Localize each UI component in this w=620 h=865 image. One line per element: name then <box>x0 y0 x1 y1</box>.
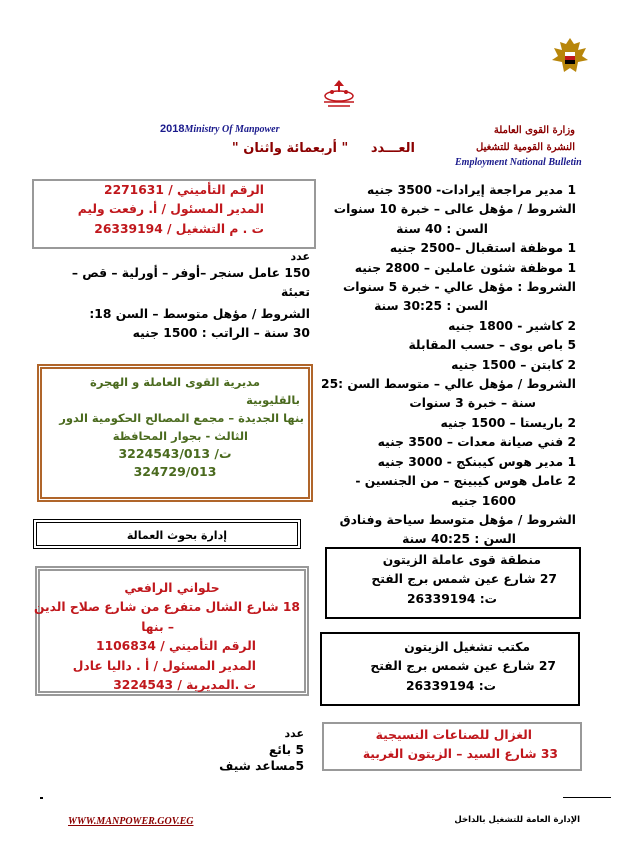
job-line: 2 عامل هوس كيبينج – من الجنسين - <box>355 474 576 489</box>
zeitoun-office-box <box>320 632 580 706</box>
jobs-2-line-2: 5مساعد شيف <box>219 759 304 773</box>
employer-2-manager: المدير المسئول / أ . داليا عادل <box>72 658 256 673</box>
zeitoun-region-title: منطقة قوى عاملة الزيتون <box>382 553 541 567</box>
bulletin-name-english: Employment National Bulletin <box>455 157 582 168</box>
issue-label: العـــدد <box>370 141 415 156</box>
job-line: 2 كابتن – 1500 جنيه <box>451 357 576 372</box>
jobs-list-1 <box>20 250 310 344</box>
directorate-box <box>37 364 313 502</box>
zeitoun-region-phone: ت: 26339194 <box>406 591 497 606</box>
jobs-2-line-1: 5 بائع <box>268 743 304 757</box>
textile-company-box <box>322 722 582 771</box>
jobs-2-count-label: عدد <box>284 727 304 740</box>
jobs-line-2: تعبئة <box>280 285 310 300</box>
zeitoun-region-box <box>325 547 581 619</box>
right-job-listing <box>306 181 576 550</box>
employer-2-name: حلواني الرافعي <box>124 581 220 595</box>
job-line: الشروط / مؤهل متوسط سياحة وفنادق <box>339 512 576 527</box>
employer-insurance: الرقم التأميني / 2271631 <box>104 183 264 197</box>
employer-phone: ت . م التشغيل / 26339194 <box>94 221 264 236</box>
ministry-logo-icon <box>318 78 360 110</box>
jobs-line-1: 150 عامل سنجر –أوفر – أورلية – قص – <box>71 266 310 280</box>
zeitoun-office-phone: ت: 26339194 <box>405 678 496 693</box>
jobs-line-4: 30 سنة – الراتب : 1500 جنيه <box>132 326 310 341</box>
job-line: 5 باص بوى – حسب المقابلة <box>408 338 576 353</box>
textile-company-address: 33 شارع السيد – الزيتون الغربية <box>362 747 558 762</box>
employer-2-phone: ت .المديرية / 3224543 <box>113 678 256 693</box>
job-line: الشروط : مؤهل عالي - خبرة 5 سنوات <box>342 280 576 295</box>
employer-2-insurance: الرقم التأميني / 1106834 <box>96 639 256 654</box>
job-line: 1 مدير مراجعة إيرادات- 3500 جنيه <box>367 183 576 197</box>
issue-number <box>232 141 415 156</box>
issue-value: " أربعمائة واثنان " <box>231 141 349 156</box>
ministry-name-english: Ministry Of Manpower <box>184 124 280 135</box>
footer-divider-right <box>563 797 611 798</box>
job-line: 2 فني صيانة معدات – 3500 جنيه <box>377 435 576 450</box>
year: 2018 <box>160 123 185 135</box>
jobs-list-2 <box>200 726 304 774</box>
job-line: سنة – خبرة 3 سنوات <box>409 396 536 411</box>
employer-manager: المدير المسئول / أ. رفعت وليم <box>77 202 264 217</box>
zeitoun-office-title: مكتب تشغيل الزيتون <box>404 640 530 654</box>
egypt-eagle-icon <box>548 34 592 78</box>
footer-department: الإدارة العامة للتشغيل بالداخل <box>454 815 580 825</box>
job-line: السن : 40:25 سنة <box>402 532 516 547</box>
employer-2-address-1: 18 شارع الشال متفرع من شارع صلاح الدين <box>33 600 300 615</box>
directorate-address-1: بنها الجديدة – مجمع المصالح الحكومية الدور <box>59 411 304 425</box>
textile-company-title: الغزال للصناعات النسيجية <box>375 728 532 742</box>
labor-research-box <box>33 519 301 549</box>
employer-2-address-2: – بنها <box>141 619 174 634</box>
job-line: 1600 جنيه <box>451 493 516 508</box>
employer-info-box <box>32 179 316 249</box>
job-line: 2 باريستا – 1500 جنيه <box>440 415 576 430</box>
directorate-phone-2: 324729/013 <box>133 464 217 479</box>
directorate-name: مديرية القوى العاملة و الهجرة <box>90 375 260 389</box>
ministry-name-arabic: وزارة القوى العاملة <box>493 125 575 136</box>
directorate-address-2: الثالث - بجوار المحافظة <box>112 429 248 443</box>
job-line: 1 موظفة شئون عاملين – 2800 جنيه <box>354 260 576 275</box>
employer-2-box <box>35 566 309 696</box>
bulletin-name-arabic: النشرة القومية للتشغيل <box>476 142 575 153</box>
footer-website-link[interactable]: WWW.MANPOWER.GOV.EG <box>68 816 194 827</box>
job-line: السن : 40 سنة <box>396 221 488 236</box>
jobs-line-3: الشروط / مؤهل متوسط – السن 18: <box>89 306 310 321</box>
footer-divider <box>40 797 43 799</box>
job-line: السن : 30:25 سنة <box>374 299 488 314</box>
jobs-count-label: عدد <box>290 250 310 263</box>
labor-research-title: إدارة بحوث العمالة <box>126 529 227 542</box>
job-line: 1 مدير هوس كيبنكج - 3000 جنيه <box>377 454 576 469</box>
job-line: 1 موظفة استقبال –2500 جنيه <box>389 241 576 256</box>
job-line: الشروط / مؤهل عالى – خبرة 10 سنوات <box>333 202 576 217</box>
zeitoun-region-address: 27 شارع عين شمس برج الفتح <box>371 572 557 587</box>
job-line: 2 كاشير - 1800 جنيه <box>448 318 576 333</box>
ministry-english-header <box>160 122 280 135</box>
directorate-governorate: بالقليوبية <box>246 393 300 407</box>
job-line: الشروط / مؤهل عالي – متوسط السن :25 <box>321 377 576 392</box>
zeitoun-office-address: 27 شارع عين شمس برج الفتح <box>370 659 556 674</box>
directorate-phone-1: ت/ 3224543/013 <box>118 446 232 461</box>
